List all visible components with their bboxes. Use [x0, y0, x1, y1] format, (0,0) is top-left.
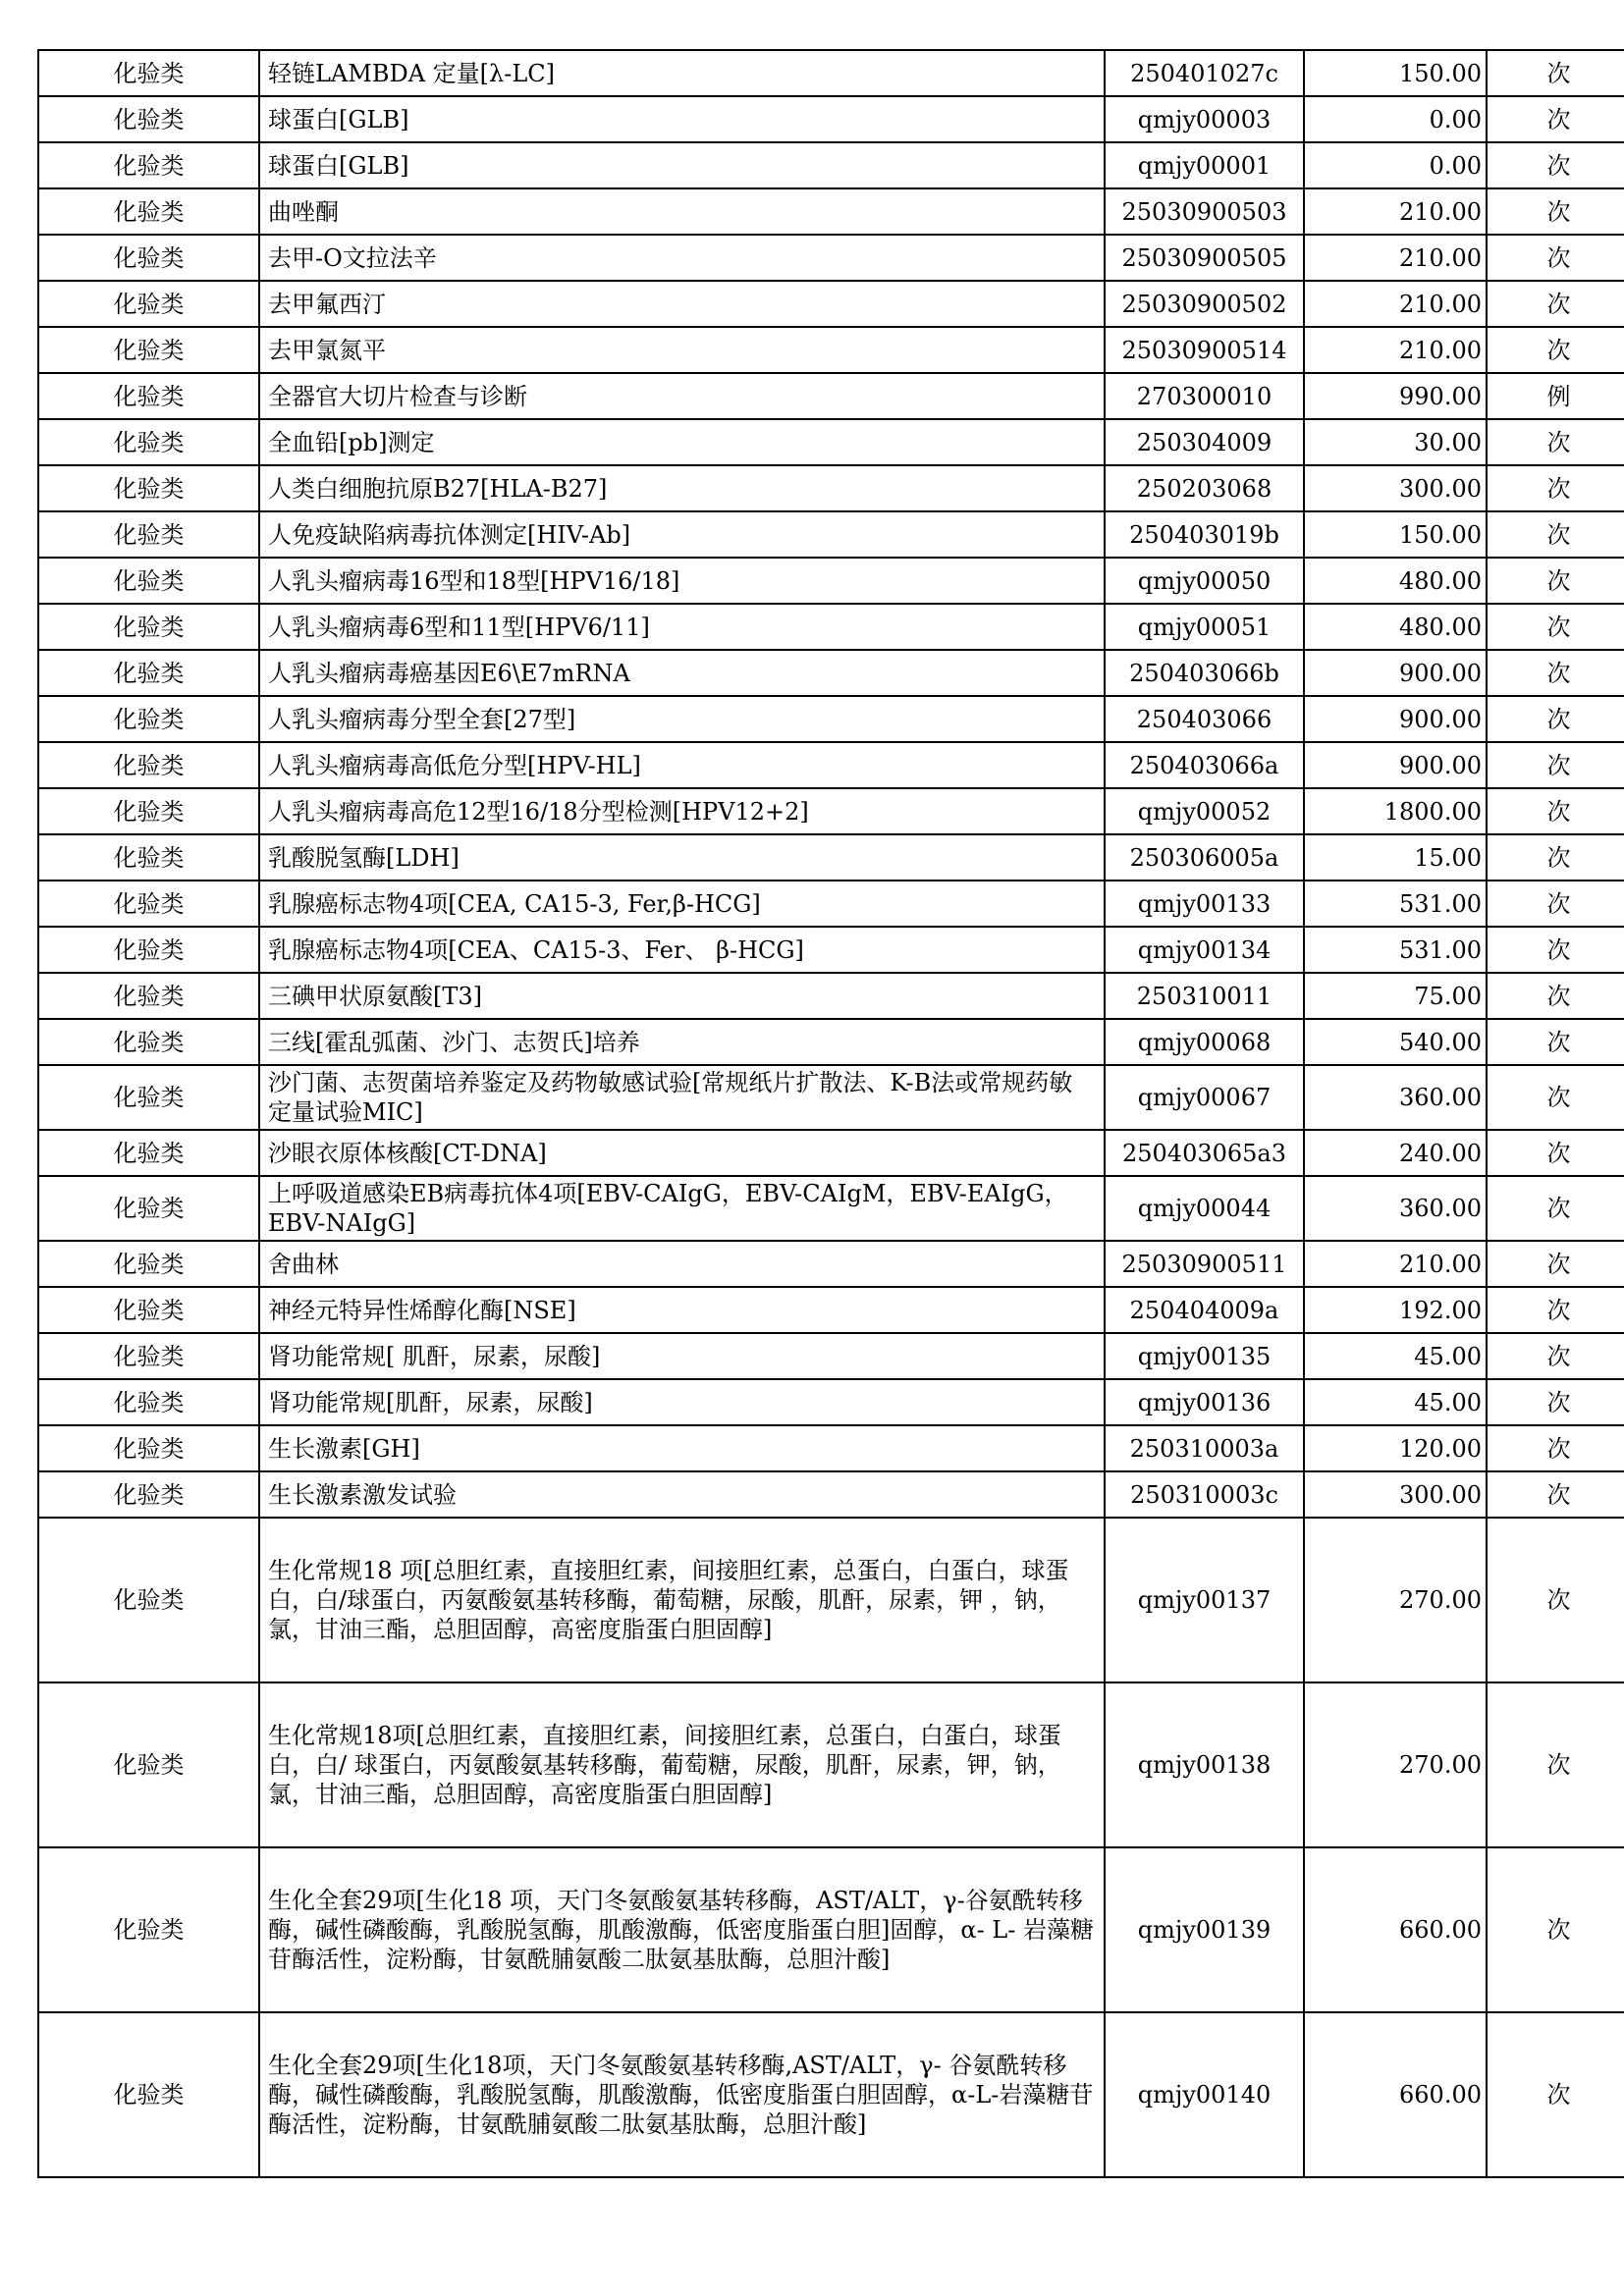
unit-cell: 次 [1487, 788, 1624, 834]
price-cell: 15.00 [1304, 834, 1487, 881]
price-cell: 900.00 [1304, 696, 1487, 742]
unit-cell: 次 [1487, 1518, 1624, 1682]
category-cell: 化验类 [38, 1176, 259, 1241]
item-name-cell: 三碘甲状原氨酸[T3] [259, 973, 1105, 1019]
category-cell: 化验类 [38, 188, 259, 235]
unit-cell: 次 [1487, 1065, 1624, 1130]
item-code-cell: 250401027c [1105, 50, 1304, 96]
item-code-cell: 250203068 [1105, 465, 1304, 511]
table-row [38, 650, 1624, 696]
unit-cell: 次 [1487, 1019, 1624, 1065]
item-name-cell: 人免疫缺陷病毒抗体测定[HIV-Ab] [259, 511, 1105, 558]
unit-cell: 次 [1487, 742, 1624, 788]
unit-cell: 次 [1487, 558, 1624, 604]
table-row [38, 881, 1624, 927]
unit-cell: 次 [1487, 1425, 1624, 1471]
table-row [38, 419, 1624, 465]
item-code-cell: qmjy00068 [1105, 1019, 1304, 1065]
item-code-cell: 250306005a [1105, 834, 1304, 881]
item-code-cell: qmjy00003 [1105, 96, 1304, 142]
price-cell: 0.00 [1304, 142, 1487, 188]
item-name-cell: 去甲-O文拉法辛 [259, 235, 1105, 281]
unit-cell: 例 [1487, 373, 1624, 419]
category-cell: 化验类 [38, 1019, 259, 1065]
unit-cell: 次 [1487, 2012, 1624, 2177]
item-code-cell: 25030900505 [1105, 235, 1304, 281]
item-name-cell: 生长激素[GH] [259, 1425, 1105, 1471]
item-name-cell: 乳酸脱氢酶[LDH] [259, 834, 1105, 881]
price-cell: 210.00 [1304, 188, 1487, 235]
unit-cell: 次 [1487, 419, 1624, 465]
category-cell: 化验类 [38, 281, 259, 327]
item-name-cell: 人乳头瘤病毒高低危分型[HPV-HL] [259, 742, 1105, 788]
price-cell: 360.00 [1304, 1176, 1487, 1241]
category-cell: 化验类 [38, 650, 259, 696]
unit-cell: 次 [1487, 604, 1624, 650]
item-code-cell: qmjy00050 [1105, 558, 1304, 604]
item-name-cell: 人乳头瘤病毒6型和11型[HPV6/11] [259, 604, 1105, 650]
unit-cell: 次 [1487, 1847, 1624, 2012]
category-cell: 化验类 [38, 881, 259, 927]
category-cell: 化验类 [38, 1130, 259, 1176]
table-row [38, 742, 1624, 788]
table-row [38, 373, 1624, 419]
category-cell: 化验类 [38, 742, 259, 788]
unit-cell: 次 [1487, 696, 1624, 742]
table-row [38, 281, 1624, 327]
price-cell: 531.00 [1304, 881, 1487, 927]
fee-schedule-page [37, 49, 1593, 2178]
item-name-cell: 全器官大切片检查与诊断 [259, 373, 1105, 419]
price-cell: 210.00 [1304, 1241, 1487, 1287]
item-code-cell: qmjy00051 [1105, 604, 1304, 650]
item-name-cell: 轻链LAMBDA 定量[λ-LC] [259, 50, 1105, 96]
category-cell: 化验类 [38, 1518, 259, 1682]
fee-schedule-table [37, 49, 1624, 2178]
item-code-cell: 250310011 [1105, 973, 1304, 1019]
item-name-cell: 舍曲林 [259, 1241, 1105, 1287]
item-code-cell: 250304009 [1105, 419, 1304, 465]
unit-cell: 次 [1487, 1379, 1624, 1425]
category-cell: 化验类 [38, 2012, 259, 2177]
item-name-cell: 神经元特异性烯醇化酶[NSE] [259, 1287, 1105, 1333]
table-row [38, 2012, 1624, 2177]
category-cell: 化验类 [38, 1287, 259, 1333]
item-name-cell: 人乳头瘤病毒分型全套[27型] [259, 696, 1105, 742]
category-cell: 化验类 [38, 511, 259, 558]
category-cell: 化验类 [38, 50, 259, 96]
price-cell: 45.00 [1304, 1379, 1487, 1425]
item-code-cell: 25030900514 [1105, 327, 1304, 373]
item-code-cell: 250403019b [1105, 511, 1304, 558]
category-cell: 化验类 [38, 788, 259, 834]
fee-schedule-body [38, 50, 1624, 2177]
price-cell: 30.00 [1304, 419, 1487, 465]
item-name-cell: 生化全套29项[生化18项，天门冬氨酸氨基转移酶,AST/ALT，γ- 谷氨酰转移酶，碱性磷酸酶，乳酸脱氢酶，肌酸激酶，低密度脂蛋白胆固醇，α-L-岩藻糖苷酶活性，淀粉酶，甘氨酰脯氨酸二肽氨基肽酶，总胆汁酸] [259, 2012, 1105, 2177]
item-name-cell: 沙眼衣原体核酸[CT-DNA] [259, 1130, 1105, 1176]
item-code-cell: 270300010 [1105, 373, 1304, 419]
category-cell: 化验类 [38, 1065, 259, 1130]
price-cell: 150.00 [1304, 50, 1487, 96]
table-row [38, 1847, 1624, 2012]
unit-cell: 次 [1487, 235, 1624, 281]
item-code-cell: qmjy00134 [1105, 927, 1304, 973]
category-cell: 化验类 [38, 465, 259, 511]
price-cell: 210.00 [1304, 235, 1487, 281]
price-cell: 900.00 [1304, 650, 1487, 696]
unit-cell: 次 [1487, 1333, 1624, 1379]
category-cell: 化验类 [38, 1241, 259, 1287]
category-cell: 化验类 [38, 96, 259, 142]
item-code-cell: 25030900511 [1105, 1241, 1304, 1287]
price-cell: 480.00 [1304, 558, 1487, 604]
item-name-cell: 去甲氯氮平 [259, 327, 1105, 373]
category-cell: 化验类 [38, 1333, 259, 1379]
item-name-cell: 去甲氟西汀 [259, 281, 1105, 327]
price-cell: 150.00 [1304, 511, 1487, 558]
item-code-cell: 250310003a [1105, 1425, 1304, 1471]
item-code-cell: qmjy00067 [1105, 1065, 1304, 1130]
unit-cell: 次 [1487, 881, 1624, 927]
item-code-cell: qmjy00052 [1105, 788, 1304, 834]
item-code-cell: 25030900502 [1105, 281, 1304, 327]
unit-cell: 次 [1487, 927, 1624, 973]
item-name-cell: 球蛋白[GLB] [259, 142, 1105, 188]
price-cell: 660.00 [1304, 1847, 1487, 2012]
price-cell: 210.00 [1304, 281, 1487, 327]
price-cell: 660.00 [1304, 2012, 1487, 2177]
item-code-cell: 250403066b [1105, 650, 1304, 696]
unit-cell: 次 [1487, 973, 1624, 1019]
table-row [38, 1287, 1624, 1333]
item-code-cell: 250403066 [1105, 696, 1304, 742]
item-name-cell: 人乳头瘤病毒16型和18型[HPV16/18] [259, 558, 1105, 604]
item-code-cell: qmjy00133 [1105, 881, 1304, 927]
item-name-cell: 三线[霍乱弧菌、沙门、志贺氏]培养 [259, 1019, 1105, 1065]
table-row [38, 1518, 1624, 1682]
unit-cell: 次 [1487, 511, 1624, 558]
item-code-cell: qmjy00044 [1105, 1176, 1304, 1241]
table-row [38, 142, 1624, 188]
item-name-cell: 曲唑酮 [259, 188, 1105, 235]
category-cell: 化验类 [38, 973, 259, 1019]
unit-cell: 次 [1487, 1241, 1624, 1287]
item-name-cell: 人类白细胞抗原B27[HLA-B27] [259, 465, 1105, 511]
unit-cell: 次 [1487, 327, 1624, 373]
table-row [38, 1019, 1624, 1065]
item-name-cell: 生长激素激发试验 [259, 1471, 1105, 1518]
unit-cell: 次 [1487, 834, 1624, 881]
table-row [38, 1176, 1624, 1241]
item-name-cell: 肾功能常规[ 肌酐，尿素，尿酸] [259, 1333, 1105, 1379]
table-row [38, 1241, 1624, 1287]
price-cell: 0.00 [1304, 96, 1487, 142]
item-name-cell: 人乳头瘤病毒癌基因E6\E7mRNA [259, 650, 1105, 696]
category-cell: 化验类 [38, 1847, 259, 2012]
category-cell: 化验类 [38, 927, 259, 973]
category-cell: 化验类 [38, 604, 259, 650]
category-cell: 化验类 [38, 419, 259, 465]
unit-cell: 次 [1487, 650, 1624, 696]
item-code-cell: qmjy00135 [1105, 1333, 1304, 1379]
item-name-cell: 球蛋白[GLB] [259, 96, 1105, 142]
item-name-cell: 沙门菌、志贺菌培养鉴定及药物敏感试验[常规纸片扩散法、K-B法或常规药敏定量试验MIC] [259, 1065, 1105, 1130]
table-row [38, 834, 1624, 881]
price-cell: 540.00 [1304, 1019, 1487, 1065]
table-row [38, 1130, 1624, 1176]
category-cell: 化验类 [38, 696, 259, 742]
item-code-cell: 250404009a [1105, 1287, 1304, 1333]
category-cell: 化验类 [38, 1682, 259, 1847]
item-name-cell: 乳腺癌标志物4项[CEA、CA15-3、Fer、 β-HCG] [259, 927, 1105, 973]
unit-cell: 次 [1487, 96, 1624, 142]
table-row [38, 927, 1624, 973]
item-code-cell: 250403066a [1105, 742, 1304, 788]
item-code-cell: qmjy00139 [1105, 1847, 1304, 2012]
unit-cell: 次 [1487, 1287, 1624, 1333]
price-cell: 120.00 [1304, 1425, 1487, 1471]
price-cell: 360.00 [1304, 1065, 1487, 1130]
category-cell: 化验类 [38, 142, 259, 188]
table-row [38, 235, 1624, 281]
table-row [38, 1682, 1624, 1847]
item-code-cell: qmjy00001 [1105, 142, 1304, 188]
table-row [38, 96, 1624, 142]
unit-cell: 次 [1487, 281, 1624, 327]
unit-cell: 次 [1487, 142, 1624, 188]
price-cell: 45.00 [1304, 1333, 1487, 1379]
item-name-cell: 人乳头瘤病毒高危12型16/18分型检测[HPV12+2] [259, 788, 1105, 834]
category-cell: 化验类 [38, 235, 259, 281]
price-cell: 1800.00 [1304, 788, 1487, 834]
price-cell: 75.00 [1304, 973, 1487, 1019]
price-cell: 270.00 [1304, 1518, 1487, 1682]
category-cell: 化验类 [38, 327, 259, 373]
table-row [38, 50, 1624, 96]
item-code-cell: 250310003c [1105, 1471, 1304, 1518]
item-code-cell: 25030900503 [1105, 188, 1304, 235]
category-cell: 化验类 [38, 373, 259, 419]
item-code-cell: qmjy00136 [1105, 1379, 1304, 1425]
item-name-cell: 生化常规18 项[总胆红素，直接胆红素，间接胆红素，总蛋白，白蛋白，球蛋白，白/球蛋白，丙氨酸氨基转移酶，葡萄糖，尿酸，肌酐，尿素，钾 ，钠，氯，甘油三酯，总胆固醇，高密度脂蛋白胆固醇] [259, 1518, 1105, 1682]
item-code-cell: 250403065a3 [1105, 1130, 1304, 1176]
price-cell: 210.00 [1304, 327, 1487, 373]
unit-cell: 次 [1487, 465, 1624, 511]
unit-cell: 次 [1487, 1130, 1624, 1176]
price-cell: 900.00 [1304, 742, 1487, 788]
item-name-cell: 全血铅[pb]测定 [259, 419, 1105, 465]
price-cell: 192.00 [1304, 1287, 1487, 1333]
table-row [38, 1425, 1624, 1471]
table-row [38, 1471, 1624, 1518]
item-code-cell: qmjy00137 [1105, 1518, 1304, 1682]
price-cell: 240.00 [1304, 1130, 1487, 1176]
item-name-cell: 上呼吸道感染EB病毒抗体4项[EBV-CAIgG，EBV-CAIgM，EBV-EAIgG，EBV-NAIgG] [259, 1176, 1105, 1241]
unit-cell: 次 [1487, 1471, 1624, 1518]
price-cell: 300.00 [1304, 465, 1487, 511]
item-code-cell: qmjy00138 [1105, 1682, 1304, 1847]
item-name-cell: 乳腺癌标志物4项[CEA, CA15-3, Fer,β-HCG] [259, 881, 1105, 927]
table-row [38, 973, 1624, 1019]
table-row [38, 465, 1624, 511]
table-row [38, 1379, 1624, 1425]
category-cell: 化验类 [38, 834, 259, 881]
table-row [38, 511, 1624, 558]
unit-cell: 次 [1487, 1176, 1624, 1241]
table-row [38, 327, 1624, 373]
unit-cell: 次 [1487, 50, 1624, 96]
table-row [38, 1333, 1624, 1379]
category-cell: 化验类 [38, 1471, 259, 1518]
table-row [38, 1065, 1624, 1130]
price-cell: 990.00 [1304, 373, 1487, 419]
table-row [38, 696, 1624, 742]
price-cell: 270.00 [1304, 1682, 1487, 1847]
item-code-cell: qmjy00140 [1105, 2012, 1304, 2177]
unit-cell: 次 [1487, 188, 1624, 235]
item-name-cell: 生化常规18项[总胆红素，直接胆红素，间接胆红素，总蛋白，白蛋白，球蛋白，白/ 球蛋白，丙氨酸氨基转移酶，葡萄糖，尿酸，肌酐，尿素，钾，钠，氯，甘油三酯，总胆固醇，高密度脂蛋白胆固醇] [259, 1682, 1105, 1847]
item-name-cell: 生化全套29项[生化18 项，天门冬氨酸氨基转移酶，AST/ALT，γ-谷氨酰转移酶，碱性磷酸酶，乳酸脱氢酶，肌酸激酶，低密度脂蛋白胆]固醇，α- L- 岩藻糖苷酶活性，淀粉酶，甘氨酰脯氨酸二肽氨基肽酶，总胆汁酸] [259, 1847, 1105, 2012]
price-cell: 300.00 [1304, 1471, 1487, 1518]
price-cell: 480.00 [1304, 604, 1487, 650]
table-row [38, 788, 1624, 834]
table-row [38, 558, 1624, 604]
table-row [38, 604, 1624, 650]
table-row [38, 188, 1624, 235]
category-cell: 化验类 [38, 1425, 259, 1471]
unit-cell: 次 [1487, 1682, 1624, 1847]
item-name-cell: 肾功能常规[肌酐，尿素，尿酸] [259, 1379, 1105, 1425]
category-cell: 化验类 [38, 558, 259, 604]
price-cell: 531.00 [1304, 927, 1487, 973]
category-cell: 化验类 [38, 1379, 259, 1425]
